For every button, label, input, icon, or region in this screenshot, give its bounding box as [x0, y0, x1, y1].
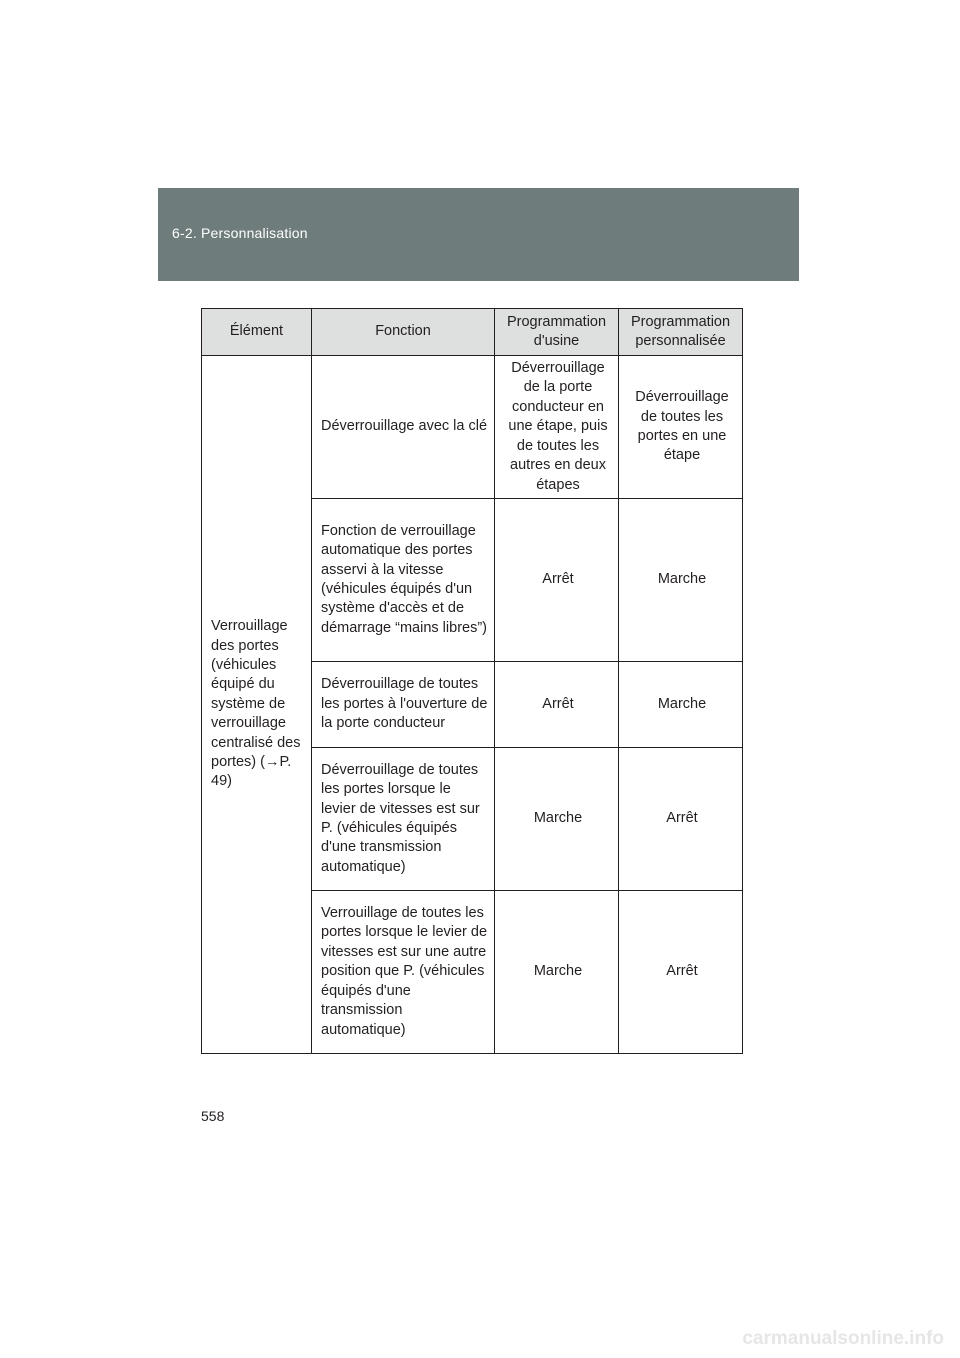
factory-setting-cell: Arrêt [495, 662, 619, 748]
factory-setting-cell: Déverrouillage de la porte conducteur en une étape, puis de toutes les autres en deux étapes [495, 356, 619, 499]
customization-table [201, 308, 743, 1054]
page-number: 558 [201, 1108, 225, 1124]
custom-setting-cell: Déverrouillage de toutes les portes en une étape [619, 356, 743, 499]
column-header-factory-setting: Programmation d'usine [495, 309, 619, 356]
custom-setting-cell: Arrêt [619, 891, 743, 1054]
column-header-custom-setting: Programmation personnalisée [619, 309, 743, 356]
function-cell: Verrouillage de toutes les portes lorsque le levier de vitesses est sur une autre position que P. (véhicules équipés d'une transmission automatique) [312, 891, 495, 1054]
item-cell: Verrouillage des portes (véhicules équipé du système de verrouillage centralisé des portes) (→P. 49) [202, 356, 312, 1054]
custom-setting-cell: Marche [619, 662, 743, 748]
column-header-element: Élément [202, 309, 312, 356]
column-header-function: Fonction [312, 309, 495, 356]
function-cell: Déverrouillage avec la clé [312, 356, 495, 499]
watermark-logo [706, 1324, 946, 1350]
table-header-row [202, 309, 743, 356]
section-title: 6-2. Personnalisation [172, 225, 308, 241]
function-cell: Déverrouillage de toutes les portes à l'ouverture de la porte conducteur [312, 662, 495, 748]
factory-setting-cell: Arrêt [495, 499, 619, 662]
custom-setting-cell: Arrêt [619, 748, 743, 891]
factory-setting-cell: Marche [495, 891, 619, 1054]
function-cell: Déverrouillage de toutes les portes lorsque le levier de vitesses est sur P. (véhicules équipés d'une transmission automatique) [312, 748, 495, 891]
section-header-band [158, 188, 799, 281]
table-row [202, 356, 743, 499]
svg-text:carmanualsonline.info: carmanualsonline.info [742, 1328, 944, 1349]
function-cell: Fonction de verrouillage automatique des portes asservi à la vitesse (véhicules équipés d'un système d'accès et de démarrage “mains libres”) [312, 499, 495, 662]
custom-setting-cell: Marche [619, 499, 743, 662]
factory-setting-cell: Marche [495, 748, 619, 891]
